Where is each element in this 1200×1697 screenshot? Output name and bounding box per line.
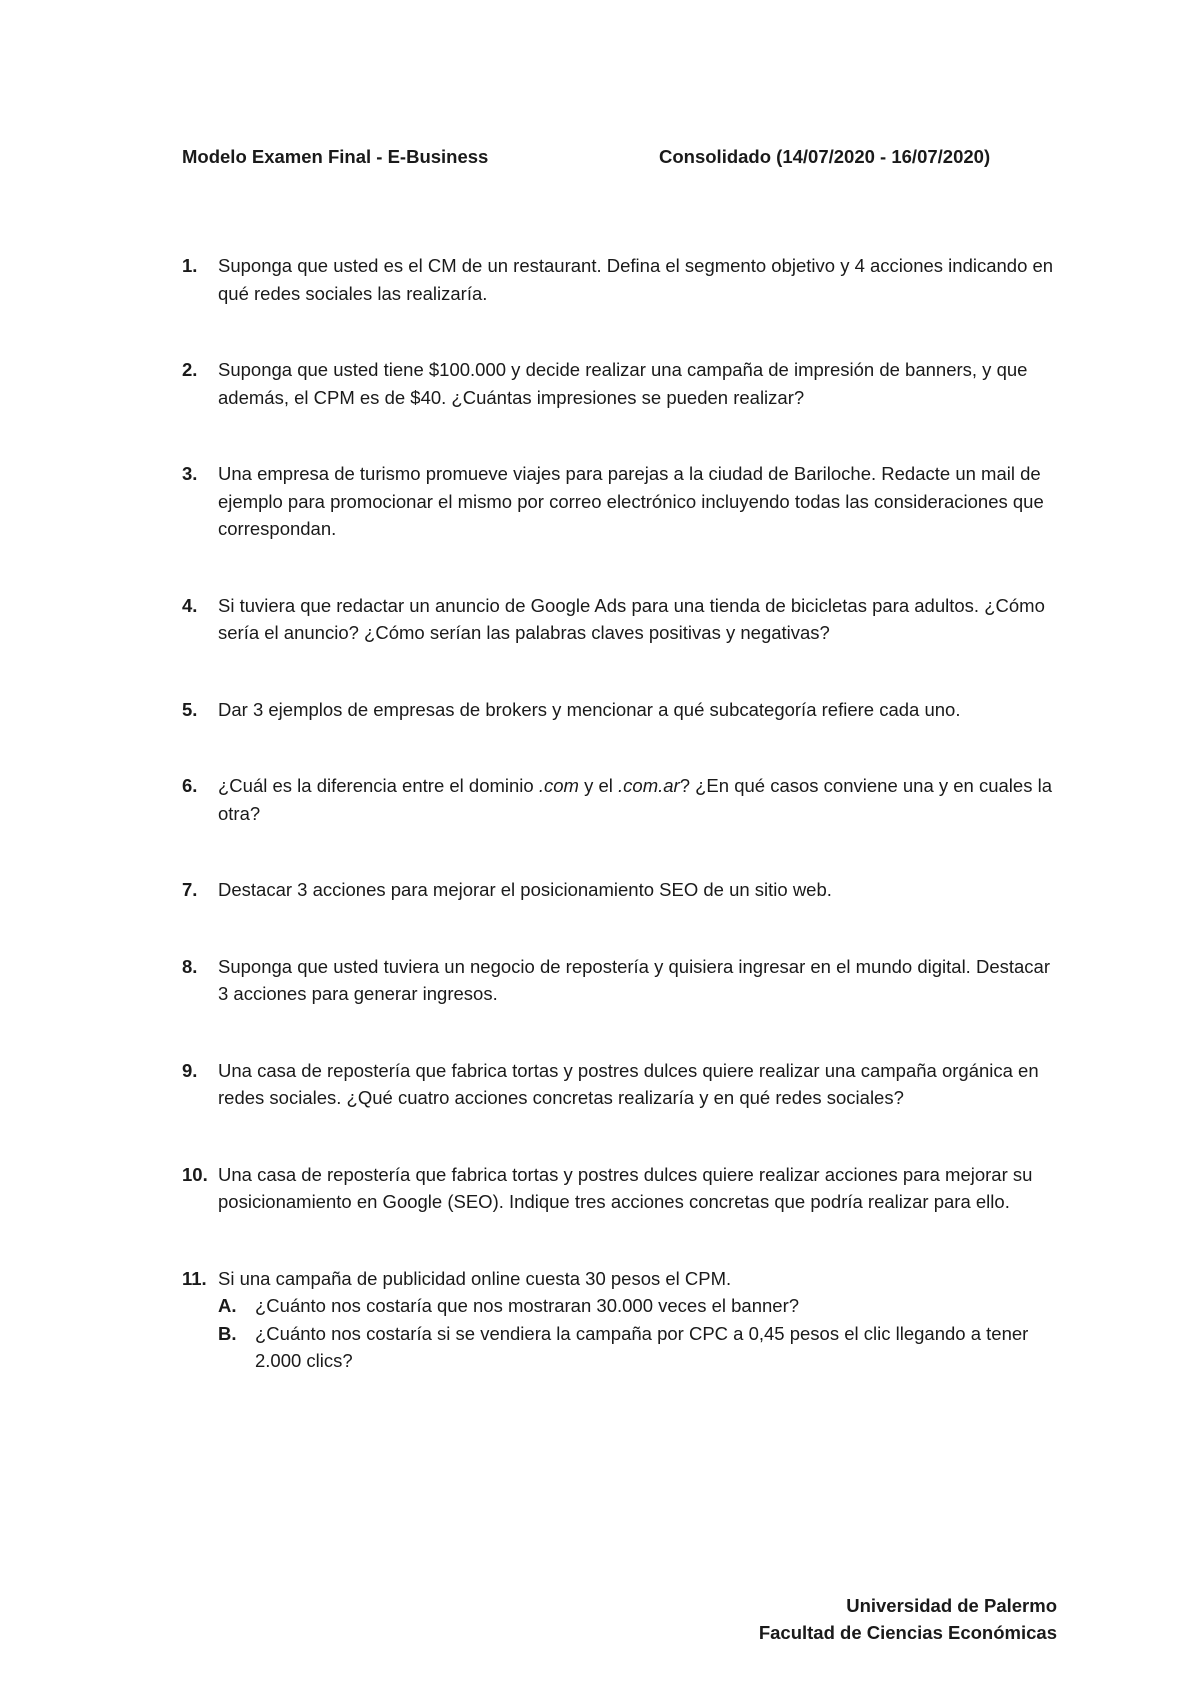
- question-number: 11.: [182, 1267, 207, 1289]
- sub-question-text: ¿Cuánto nos costaría que nos mostraran 30.000 veces el banner?: [255, 1295, 800, 1316]
- question-number: 1.: [182, 255, 198, 276]
- question-number: 2.: [182, 359, 198, 380]
- question-text: [218, 772, 1062, 827]
- question-text: Suponga que usted tuviera un negocio de repostería y quisiera ingresar en el mundo digital. Destacar 3 acciones para generar ingresos.: [218, 955, 1050, 1004]
- question-text: Suponga que usted es el CM de un restaurant. Defina el segmento objetivo y 4 acciones indicando en qué redes sociales las realizaría.: [218, 255, 1054, 304]
- exam-title: Modelo Examen Final - E-Business: [182, 146, 489, 167]
- question-item: [182, 592, 1062, 647]
- university-name: Universidad de Palermo: [846, 1595, 1057, 1616]
- question-item: [182, 1161, 1062, 1216]
- document-header: [182, 146, 1040, 170]
- question-number: 6.: [182, 775, 198, 796]
- question-item: [182, 696, 1062, 724]
- question-number: 9.: [182, 1059, 198, 1081]
- question-item: [182, 772, 1062, 827]
- question-number: 3.: [182, 463, 198, 484]
- question-list: [182, 252, 1062, 1375]
- question-text-part: ? ¿En qué casos conviene una y en cuales la otra?: [218, 775, 1052, 824]
- question-text: Si tuviera que redactar un anuncio de Google Ads para una tienda de bicicletas para adultos. ¿Cómo sería el anuncio? ¿Cómo serían las palabras claves positivas y negativas?: [218, 594, 1045, 643]
- question-number: 5.: [182, 698, 198, 720]
- question-number: 8.: [182, 955, 198, 977]
- question-text-part: ¿Cuál es la diferencia entre el dominio: [218, 775, 539, 796]
- question-item: [182, 1057, 1062, 1112]
- faculty-name: Facultad de Ciencias Económicas: [758, 1622, 1057, 1643]
- domain-com: .com: [538, 775, 579, 796]
- sub-question-item: [182, 1292, 1062, 1320]
- question-item: [182, 1265, 1062, 1375]
- sub-question-item: [182, 1320, 1062, 1375]
- document-footer: [759, 1592, 1057, 1646]
- question-text: Una empresa de turismo promueve viajes para parejas a la ciudad de Bariloche. Redacte un mail de ejemplo para promocionar el mismo por correo electrónico incluyendo todas las consideraciones que correspondan.: [218, 463, 1044, 539]
- question-text: Una casa de repostería que fabrica tortas y postres dulces quiere realizar acciones para mejorar su posicionamiento en Google (SEO). Indique tres acciones concretas que podría realizar para ello.: [218, 1163, 1033, 1212]
- sub-question-letter: B.: [218, 1322, 237, 1344]
- question-text: Si una campaña de publicidad online cuesta 30 pesos el CPM.: [218, 1267, 732, 1289]
- domain-com-ar: .com.ar: [618, 775, 680, 796]
- question-item: [182, 252, 1062, 307]
- question-item: [182, 460, 1062, 543]
- question-text: Suponga que usted tiene $100.000 y decide realizar una campaña de impresión de banners, y que además, el CPM es de $40. ¿Cuántas impresiones se pueden realizar?: [218, 359, 1028, 408]
- question-number: 7.: [182, 879, 198, 900]
- question-number: 10.: [182, 1163, 208, 1185]
- question-text: Destacar 3 acciones para mejorar el posicionamiento SEO de un sitio web.: [218, 879, 832, 900]
- question-number: 4.: [182, 594, 198, 616]
- sub-question-text: ¿Cuánto nos costaría si se vendiera la campaña por CPC a 0,45 pesos el clic llegando a tener 2.000 clics?: [255, 1322, 1029, 1371]
- question-text-part: y el: [578, 775, 619, 796]
- question-item: [182, 876, 1062, 904]
- exam-period: Consolidado (14/07/2020 - 16/07/2020): [659, 146, 991, 167]
- question-text: Dar 3 ejemplos de empresas de brokers y mencionar a qué subcategoría refiere cada uno.: [218, 698, 961, 720]
- sub-question-letter: A.: [218, 1295, 237, 1316]
- question-text: Una casa de repostería que fabrica tortas y postres dulces quiere realizar una campaña orgánica en redes sociales. ¿Qué cuatro acciones concretas realizaría y en qué redes sociales?: [218, 1059, 1039, 1108]
- question-item: [182, 356, 1062, 411]
- question-item: [182, 953, 1062, 1008]
- sub-question-list: [182, 1292, 1062, 1375]
